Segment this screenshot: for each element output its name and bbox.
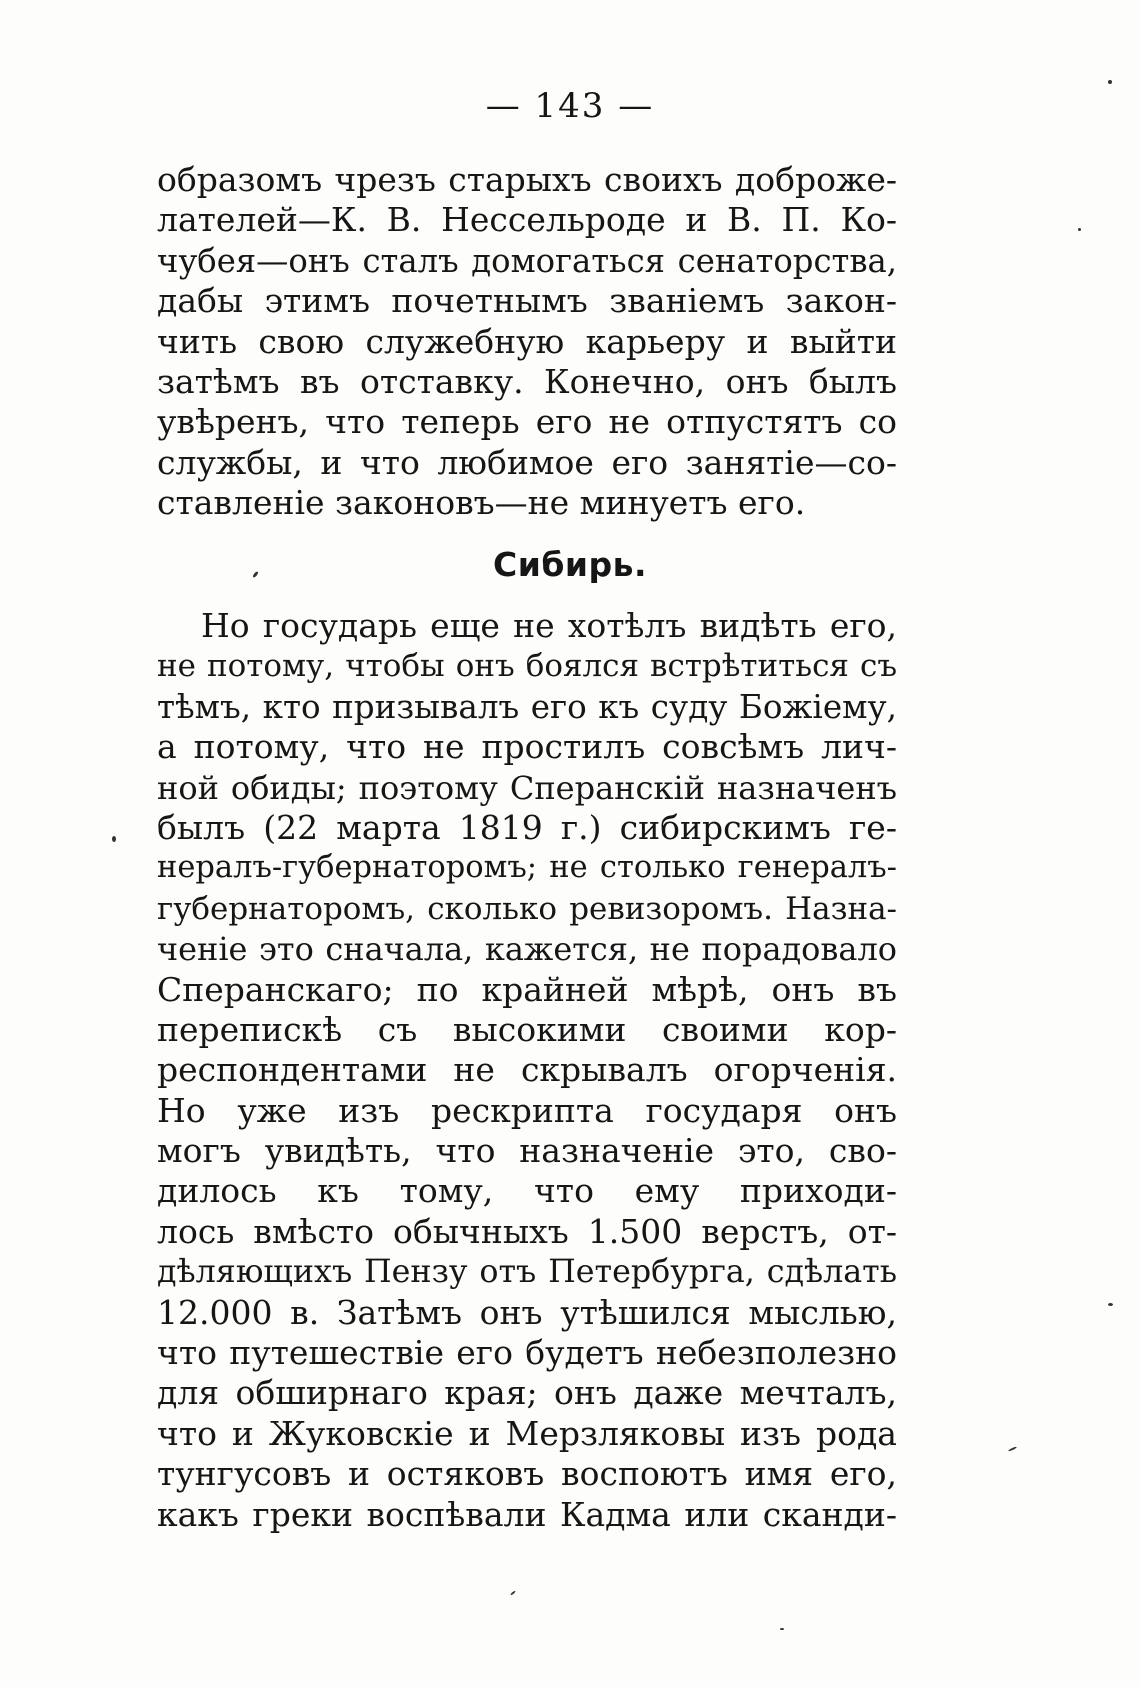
text-line: затѣмъ въ отставку. Конечно, онъ былъ xyxy=(157,361,897,401)
text-line: а потому, что не простилъ совсѣмъ лич- xyxy=(157,727,897,767)
text-line: дѣляющихъ Пензу отъ Петербурга, сдѣлать xyxy=(157,1254,897,1291)
text-line: ставленіе законовъ—не минуетъ его. xyxy=(157,483,806,523)
text-line: чубея—онъ сталъ домогаться сенаторства, xyxy=(157,241,897,280)
scan-speck xyxy=(1008,1446,1017,1452)
text-line: былъ (22 марта 1819 г.) сибирскимъ ге- xyxy=(157,807,897,847)
text-line: губернаторомъ, сколько ревизоромъ. Назна- xyxy=(157,890,897,927)
scan-speck xyxy=(112,836,116,842)
scan-speck xyxy=(780,1628,784,1630)
scan-speck xyxy=(1108,80,1112,84)
text-line: дабы этимъ почетнымъ званіемъ закон- xyxy=(157,281,897,321)
text-line: Но государь еще не хотѣлъ видѣть его, xyxy=(201,606,897,645)
text-line: ной обиды; поэтому Сперанскій назначенъ xyxy=(157,768,897,807)
text-line: дилось къ тому, что ему приходи- xyxy=(157,1171,897,1211)
scan-speck xyxy=(1108,1303,1113,1306)
text-line: перепискѣ съ высокими своими кор- xyxy=(157,1009,897,1049)
text-line: для обширнаго края; онъ даже мечталъ, xyxy=(157,1373,897,1413)
paragraph-1 xyxy=(157,160,897,524)
text-line: тѣмъ, кто призывалъ его къ суду Божіему, xyxy=(157,687,897,726)
text-line: чить свою служебную карьеру и выйти xyxy=(157,321,897,361)
text-line: тунгусовъ и остяковъ воспоютъ имя его, xyxy=(157,1454,897,1494)
text-line: что и Жуковскіе и Мерзляковы изъ рода xyxy=(157,1413,897,1453)
text-line: Но уже изъ рескрипта государя онъ xyxy=(157,1090,897,1130)
text-line: могъ увидѣть, что назначеніе это, сво- xyxy=(157,1131,897,1171)
paragraph-2 xyxy=(157,606,897,1535)
text-line: лось вмѣсто обычныхъ 1.500 верстъ, от- xyxy=(157,1211,897,1251)
text-line: не потому, чтобы онъ боялся встрѣтиться съ xyxy=(157,648,897,685)
text-line: 12.000 в. Затѣмъ онъ утѣшился мыслью, xyxy=(157,1292,897,1332)
text-line: нералъ-губернаторомъ; не столько генералъ- xyxy=(157,850,897,886)
text-line: службы, и что любимое его занятіе—со- xyxy=(157,442,897,482)
scan-speck xyxy=(510,1590,516,1595)
scan-speck xyxy=(1078,228,1081,231)
text-line: какъ греки воспѣвали Кадма или сканди- xyxy=(157,1494,897,1534)
text-line: респондентами не скрывалъ огорченія. xyxy=(157,1050,897,1090)
text-line: ченіе это сначала, кажется, не порадовало xyxy=(157,930,897,969)
page-number: — 143 — xyxy=(485,86,655,126)
text-line: образомъ чрезъ старыхъ своихъ доброже- xyxy=(157,160,897,199)
section-heading: Сибирь. xyxy=(492,545,648,584)
text-line: Сперанскаго; по крайней мѣрѣ, онъ въ xyxy=(157,969,897,1009)
text-line: лателей—К. В. Нессельроде и В. П. Ко- xyxy=(157,200,897,240)
text-line: увѣренъ, что теперь его не отпустятъ со xyxy=(157,402,897,442)
text-line: что путешествіе его будетъ небезполезно xyxy=(157,1333,897,1373)
